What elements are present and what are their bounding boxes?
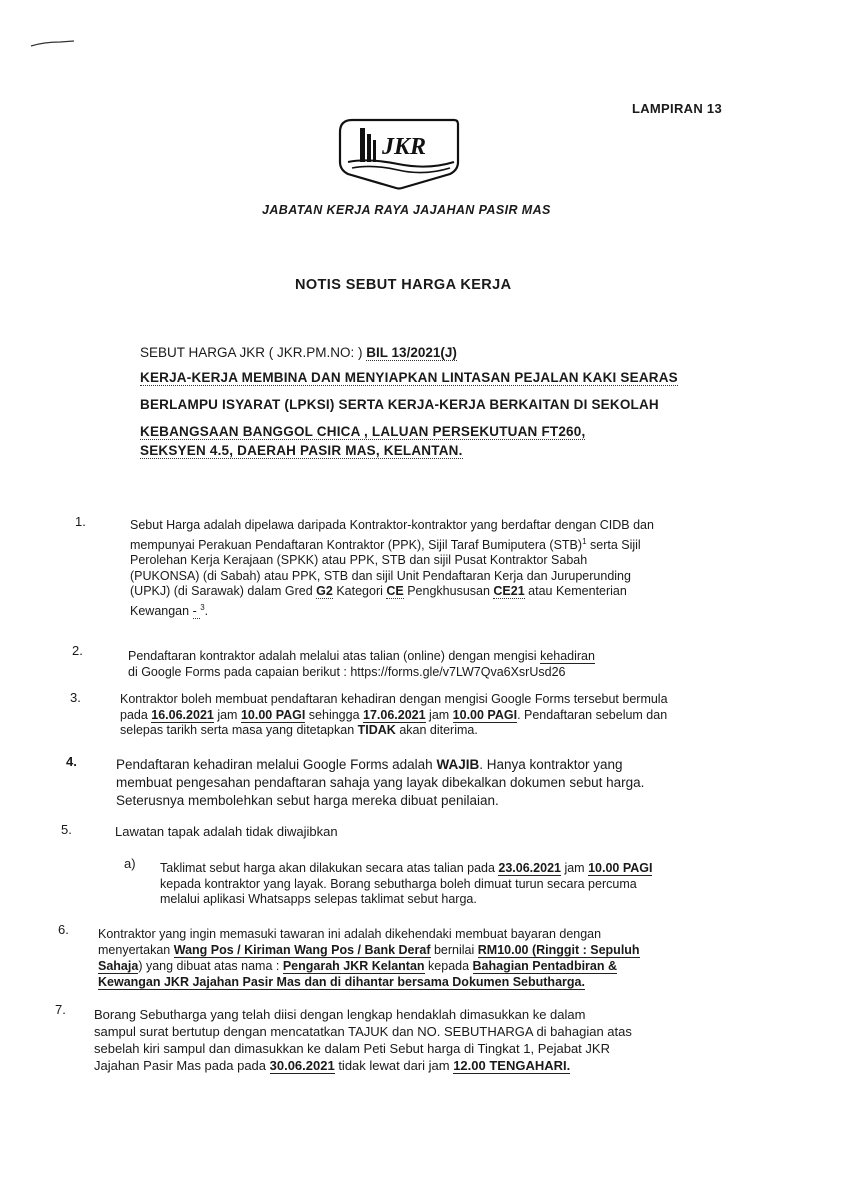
reference-bil: BIL 13/2021(J) xyxy=(366,345,457,360)
lampiran-label: LAMPIRAN 13 xyxy=(632,101,722,116)
logo-text: JKR xyxy=(382,134,427,160)
text-line: melalui aplikasi Whatsapps selepas taklimat sebut harga. xyxy=(160,892,477,906)
project-line-4: SEKSYEN 4.5, DAERAH PASIR MAS, KELANTAN. xyxy=(140,443,463,458)
text-line: membuat pengesahan pendaftaran sahaja yang layak dibekalkan dokumen sebut harga. xyxy=(116,775,645,790)
text-line: (UPKJ) (di Sarawak) dalam Gred G2 Kategori CE Pengkhususan CE21 atau Kementerian xyxy=(130,584,627,599)
text-line: sampul surat bertutup dengan mencatatkan TAJUK dan NO. SEBUTHARGA di bahagian atas xyxy=(94,1024,632,1039)
item-2-text xyxy=(128,649,595,680)
item-6-text xyxy=(98,926,640,990)
item-number: 2. xyxy=(72,643,83,658)
project-line-1: KERJA-KERJA MEMBINA DAN MENYIAPKAN LINTASAN PEJALAN KAKI SEARAS xyxy=(140,370,678,385)
item-5a-text xyxy=(160,861,652,908)
text-line: menyertakan Wang Pos / Kiriman Wang Pos / Bank Deraf bernilai RM10.00 (Ringgit : Sepuluh xyxy=(98,943,640,957)
notice-title: NOTIS SEBUT HARGA KERJA xyxy=(295,277,512,293)
text-line: Seterusnya membolehkan sebut harga mereka dibuat penilaian. xyxy=(116,793,499,808)
text-line: Kontraktor yang ingin memasuki tawaran ini adalah dikehendaki membuat bayaran dengan xyxy=(98,927,602,941)
item-number: 5. xyxy=(61,822,72,837)
item-4-text xyxy=(116,756,644,810)
sub-item-number: a) xyxy=(124,856,136,871)
reference-line xyxy=(140,345,457,360)
item-number: 3. xyxy=(70,690,81,705)
jkr-logo-icon xyxy=(338,118,460,190)
text-line: Sahaja) yang dibuat atas nama : Pengarah JKR Kelantan kepada Bahagian Pentadbiran & xyxy=(98,959,618,973)
item-number: 1. xyxy=(75,514,86,529)
text-line: Kontraktor boleh membuat pendaftaran kehadiran dengan mengisi Google Forms tersebut bermula xyxy=(120,692,668,706)
text-line: pada 16.06.2021 jam 10.00 PAGI sehingga 17.06.2021 jam 10.00 PAGI. Pendaftaran sebelum dan xyxy=(120,707,668,722)
text-line: Perolehan Kerja Kerajaan (SPKK) atau PPK, STB dan sijil Pusat Kontraktor Sabah xyxy=(130,553,588,568)
text-line: Pendaftaran kontraktor adalah melalui atas talian (online) dengan mengisi kehadiran xyxy=(128,649,595,663)
text-line: Jajahan Pasir Mas pada pada 30.06.2021 tidak lewat dari jam 12.00 TENGAHARI. xyxy=(94,1058,571,1073)
item-1-text xyxy=(130,518,654,619)
text-line: Pendaftaran kehadiran melalui Google Forms adalah WAJIB. Hanya kontraktor yang xyxy=(116,757,623,772)
item-3-text xyxy=(120,692,668,739)
text-line: selepas tarikh serta masa yang ditetapkan TIDAK akan diterima. xyxy=(120,723,478,737)
text-line: (PUKONSA) (di Sabah) atau PPK, STB dan sijil Unit Pendaftaran Kerja dan Juruperunding xyxy=(130,568,631,583)
text-line: Borang Sebutharga yang telah diisi dengan lengkap hendaklah dimasukkan ke dalam xyxy=(94,1007,586,1022)
department-name: JABATAN KERJA RAYA JAJAHAN PASIR MAS xyxy=(262,203,551,217)
scan-mark xyxy=(30,38,76,48)
project-line-2: BERLAMPU ISYARAT (LPKSI) SERTA KERJA-KERJA BERKAITAN DI SEKOLAH xyxy=(140,397,659,412)
item-number: 6. xyxy=(58,922,69,937)
text-line: kepada kontraktor yang layak. Borang sebutharga boleh dimuat turun secara percuma xyxy=(160,876,637,891)
text-line: Kewangan - $^3$. xyxy=(130,602,209,618)
item-number: 4. xyxy=(66,754,77,769)
text-line: sebelah kiri sampul dan dimasukkan ke dalam Peti Sebut harga di Tingkat 1, Pejabat JKR xyxy=(94,1041,610,1056)
registration-link[interactable]: di Google Forms pada capaian berikut : https://forms.gle/v7LW7Qva6XsrUsd26 xyxy=(128,664,566,679)
item-number: 7. xyxy=(55,1002,66,1017)
text-line: mempunyai Perakuan Pendaftaran Kontraktor (PPK), Sijil Taraf Bumiputera (STB)$^1$ serta Sijil xyxy=(130,536,641,552)
reference-prefix: SEBUT HARGA JKR ( JKR.PM.NO: ) xyxy=(140,345,367,360)
text-line: Taklimat sebut harga akan dilakukan secara atas talian pada 23.06.2021 jam 10.00 PAGI xyxy=(160,861,653,875)
item-7-text xyxy=(94,1006,632,1074)
text-line: Sebut Harga adalah dipelawa daripada Kontraktor-kontraktor yang berdaftar dengan CIDB dan xyxy=(130,518,654,532)
text-line: Kewangan JKR Jajahan Pasir Mas dan di dihantar bersama Dokumen Sebutharga. xyxy=(98,975,585,989)
item-5-text: Lawatan tapak adalah tidak diwajibkan xyxy=(115,824,338,839)
project-line-3: KEBANGSAAN BANGGOL CHICA , LALUAN PERSEKUTUAN FT260, xyxy=(140,424,586,439)
